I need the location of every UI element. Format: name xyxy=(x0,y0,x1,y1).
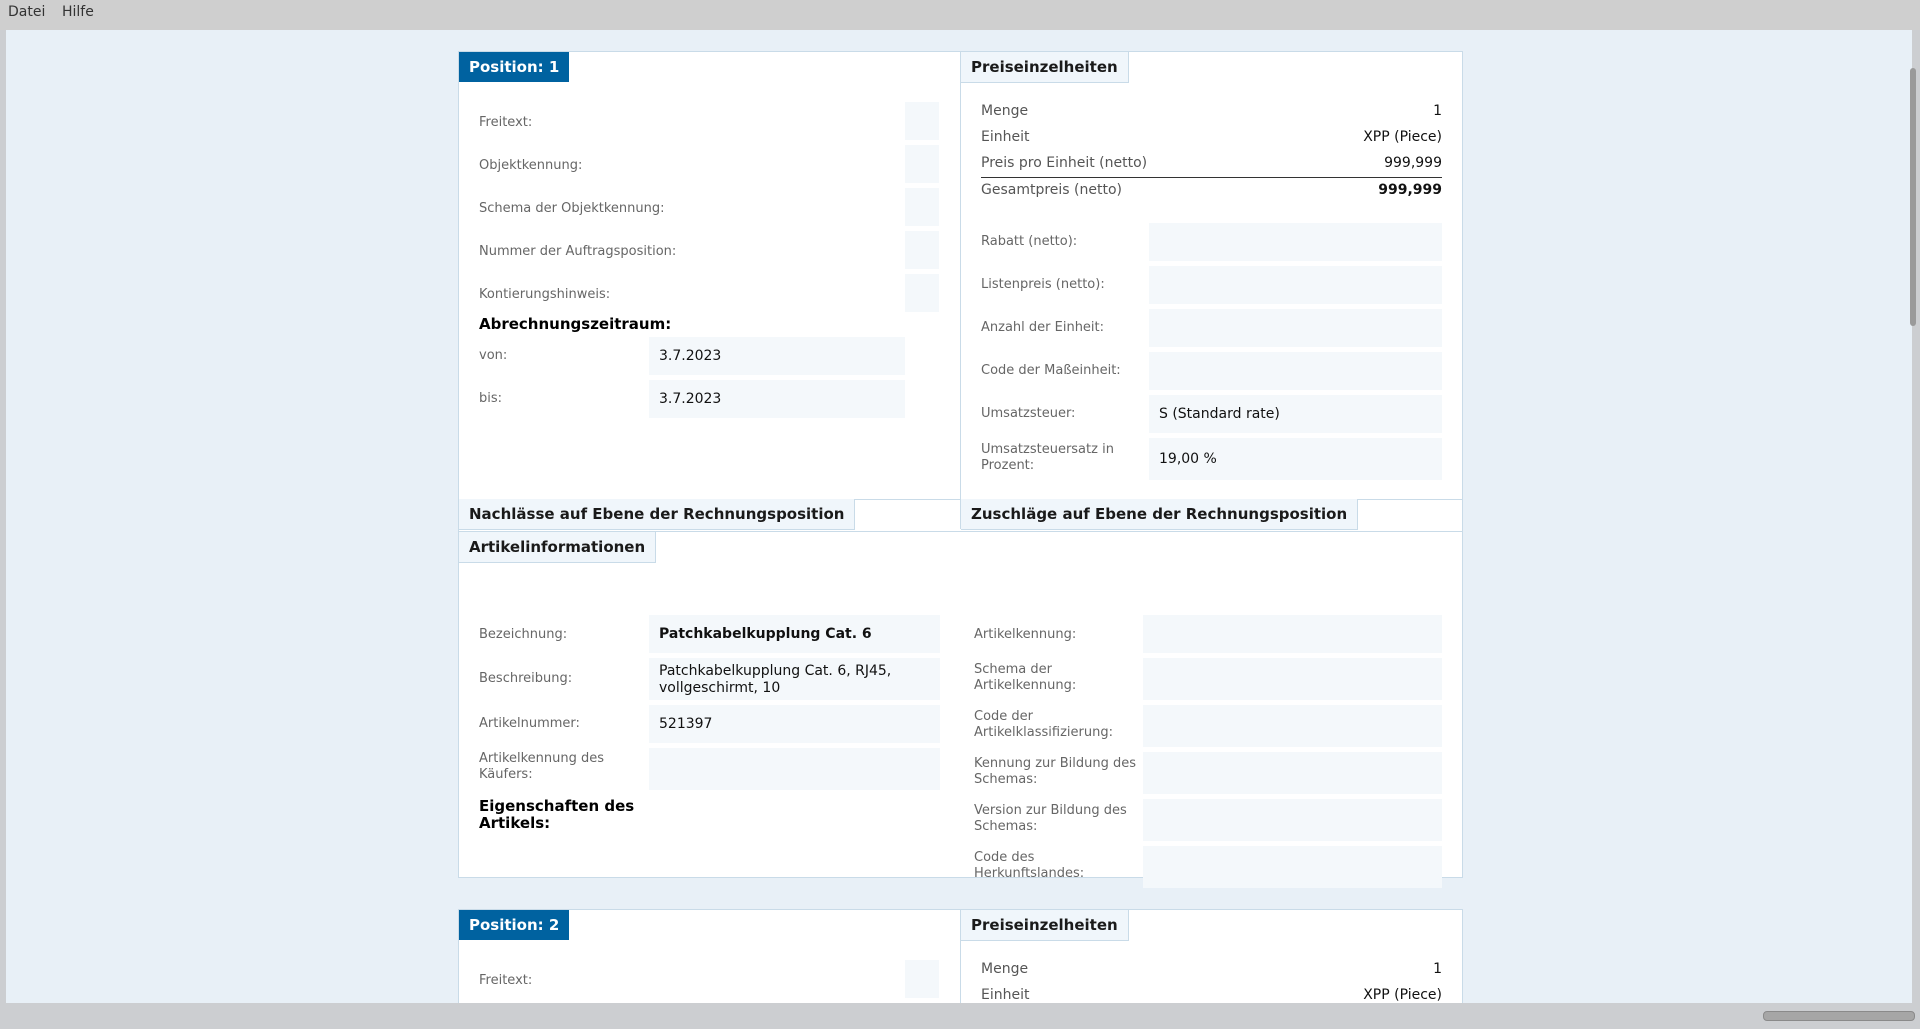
item-id-schema-label: Schema der Artikelkennung: xyxy=(974,662,1077,693)
position-tab[interactable]: Position: 1 xyxy=(459,52,569,82)
buyer-item-id-label: Artikelkennung des Käufers: xyxy=(479,751,605,782)
unit-price-value: 999,999 xyxy=(1384,155,1442,171)
unit-count-label: Anzahl der Einheit: xyxy=(981,320,1105,335)
item-id-label: Artikelkennung: xyxy=(974,627,1077,642)
unit-value: XPP (Piece) xyxy=(1363,129,1442,145)
vat-label: Umsatzsteuer: xyxy=(981,406,1076,421)
total-label: Gesamtpreis (netto) xyxy=(981,182,1122,198)
measure-code-field[interactable] xyxy=(1149,352,1442,390)
vat-field[interactable]: S (Standard rate) xyxy=(1149,395,1442,433)
from-field[interactable]: 3.7.2023 xyxy=(649,337,905,375)
unit-label: Einheit xyxy=(981,129,1030,145)
position-card-2 xyxy=(458,909,1463,1003)
freetext-field[interactable] xyxy=(905,102,939,140)
item-properties-title: Eigenschaften des Artikels: xyxy=(479,797,635,832)
unit-count-field[interactable] xyxy=(1149,309,1442,347)
discount-field[interactable] xyxy=(1149,223,1442,261)
qty-value-2: 1 xyxy=(1433,961,1442,977)
origin-country-label: Code des Herkunftslandes: xyxy=(974,850,1085,881)
description-label: Beschreibung: xyxy=(479,671,573,686)
charges-tab[interactable]: Zuschläge auf Ebene der Rechnungsposition xyxy=(961,499,1358,530)
object-id-label: Objektkennung: xyxy=(479,158,583,173)
billing-period-title: Abrechnungszeitraum: xyxy=(479,315,672,333)
unit-price-label: Preis pro Einheit (netto) xyxy=(981,155,1148,171)
to-label: bis: xyxy=(479,391,503,406)
position-tab-2[interactable]: Position: 2 xyxy=(459,910,569,940)
vat-rate-label: Umsatzsteuersatz in Prozent: xyxy=(981,442,1114,473)
price-details-tab[interactable]: Preiseinzelheiten xyxy=(961,52,1129,83)
item-id-schema-field[interactable] xyxy=(1143,658,1442,700)
list-price-label: Listenpreis (netto): xyxy=(981,277,1105,292)
discount-label: Rabatt (netto): xyxy=(981,234,1078,249)
description-field[interactable]: Patchkabelkupplung Cat. 6, RJ45, vollgeschirmt, 10 xyxy=(649,658,940,700)
list-price-field[interactable] xyxy=(1149,266,1442,304)
horizontal-scrollbar[interactable] xyxy=(1763,1011,1915,1021)
object-id-schema-label: Schema der Objektkennung: xyxy=(479,201,665,216)
qty-value: 1 xyxy=(1433,103,1442,119)
document-viewport[interactable] xyxy=(6,30,1912,1003)
price-details-tab-2[interactable]: Preiseinzelheiten xyxy=(961,910,1129,941)
order-line-field[interactable] xyxy=(905,231,939,269)
horizontal-scrollbar-track xyxy=(0,1004,1920,1029)
freetext-label-2: Freitext: xyxy=(479,973,533,988)
to-field[interactable]: 3.7.2023 xyxy=(649,380,905,418)
order-line-label: Nummer der Auftragsposition: xyxy=(479,244,677,259)
schema-version-label: Version zur Bildung des Schemas: xyxy=(974,803,1127,834)
name-field[interactable]: Patchkabelkupplung Cat. 6 xyxy=(649,615,940,653)
vertical-scrollbar[interactable] xyxy=(1910,68,1916,326)
schema-id-field[interactable] xyxy=(1143,752,1442,794)
freetext-label: Freitext: xyxy=(479,115,533,130)
schema-version-field[interactable] xyxy=(1143,799,1442,841)
qty-label-2: Menge xyxy=(981,961,1029,977)
from-label: von: xyxy=(479,348,508,363)
item-class-code-label: Code der Artikelklassifizierung: xyxy=(974,709,1113,740)
freetext-field-2[interactable] xyxy=(905,960,939,998)
allowances-tab[interactable]: Nachlässe auf Ebene der Rechnungsposition xyxy=(459,499,855,530)
position-card xyxy=(458,51,1463,881)
item-number-label: Artikelnummer: xyxy=(479,716,580,731)
name-label: Bezeichnung: xyxy=(479,627,568,642)
accounting-note-field[interactable] xyxy=(905,274,939,312)
qty-label: Menge xyxy=(981,103,1029,119)
menu-help[interactable]: Hilfe xyxy=(62,4,94,20)
total-separator xyxy=(981,177,1442,178)
item-info-tab[interactable]: Artikelinformationen xyxy=(459,532,656,563)
vat-rate-field[interactable]: 19,00 % xyxy=(1149,438,1442,480)
total-value: 999,999 xyxy=(1378,182,1442,198)
object-id-field[interactable] xyxy=(905,145,939,183)
item-id-field[interactable] xyxy=(1143,615,1442,653)
unit-value-2: XPP (Piece) xyxy=(1363,987,1442,1003)
menu-bar xyxy=(0,0,1920,30)
schema-id-label: Kennung zur Bildung des Schemas: xyxy=(974,756,1137,787)
buyer-item-id-field[interactable] xyxy=(649,748,940,790)
origin-country-field[interactable] xyxy=(1143,846,1442,888)
menu-file[interactable]: Datei xyxy=(8,4,46,20)
accounting-note-label: Kontierungshinweis: xyxy=(479,287,611,302)
object-id-schema-field[interactable] xyxy=(905,188,939,226)
unit-label-2: Einheit xyxy=(981,987,1030,1003)
measure-code-label: Code der Maßeinheit: xyxy=(981,363,1121,378)
item-class-code-field[interactable] xyxy=(1143,705,1442,747)
item-number-field[interactable]: 521397 xyxy=(649,705,940,743)
